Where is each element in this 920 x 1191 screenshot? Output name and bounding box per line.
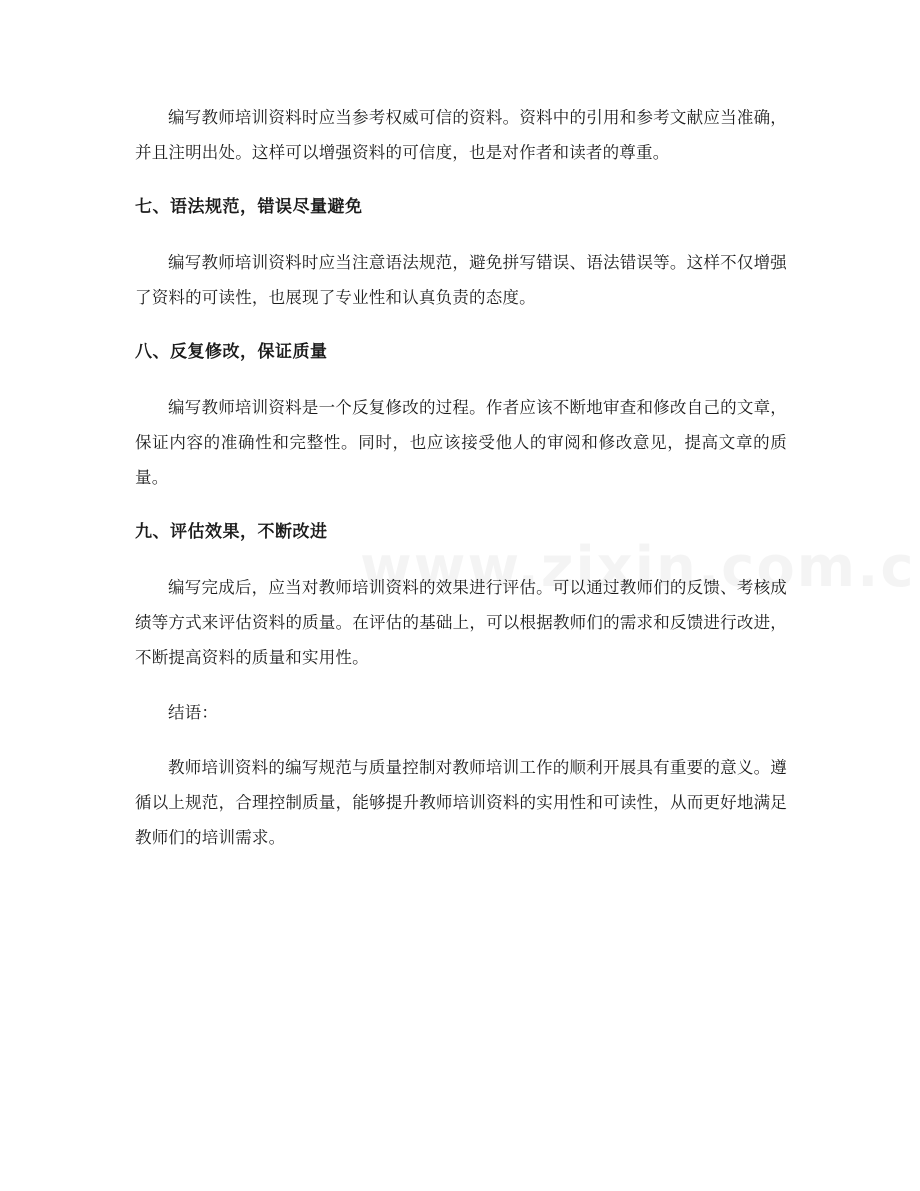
paragraph-references: 编写教师培训资料时应当参考权威可信的资料。资料中的引用和参考文献应当准确，并且注明出处。这样可以增强资料的可信度，也是对作者和读者的尊重。 <box>135 108 787 162</box>
paragraph-evaluation: 编写完成后，应当对教师培训资料的效果进行评估。可以通过教师们的反馈、考核成绩等方式来评估资料的质量。在评估的基础上，可以根据教师们的需求和反馈进行改进，不断提高资料的质量和实用性。 <box>135 578 787 667</box>
section-heading-8: 八、反复修改，保证质量 <box>135 342 328 362</box>
document-body <box>135 100 787 855</box>
section-heading-7: 七、语法规范，错误尽量避免 <box>135 197 363 217</box>
section-heading-9: 九、评估效果，不断改进 <box>135 522 328 542</box>
paragraph-revision: 编写教师培训资料是一个反复修改的过程。作者应该不断地审查和修改自己的文章，保证内容的准确性和完整性。同时，也应该接受他人的审阅和修改意见，提高文章的质量。 <box>135 398 787 487</box>
paragraph-conclusion: 教师培训资料的编写规范与质量控制对教师培训工作的顺利开展具有重要的意义。遵循以上规范，合理控制质量，能够提升教师培训资料的实用性和可读性，从而更好地满足教师们的培训需求。 <box>135 758 787 847</box>
paragraph-grammar: 编写教师培训资料时应当注意语法规范，避免拼写错误、语法错误等。这样不仅增强了资料的可读性，也展现了专业性和认真负责的态度。 <box>135 253 787 307</box>
conclusion-label: 结语： <box>168 703 219 722</box>
